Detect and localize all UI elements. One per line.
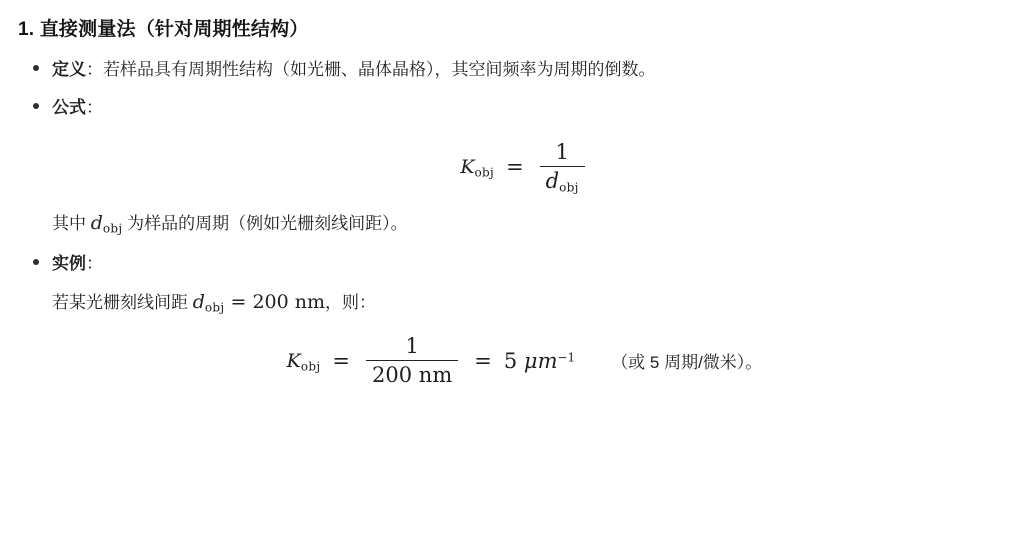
formula-explanation: [52, 208, 997, 239]
main-formula-fraction: [540, 140, 585, 195]
main-formula-lhs-sub: obj: [474, 165, 495, 180]
list-item-formula: [18, 95, 997, 239]
example-formula-lhs-var: K: [286, 349, 301, 372]
formula-term: 公式: [52, 98, 86, 118]
main-formula-denominator-var: d: [545, 169, 560, 194]
formula-label-line: [52, 95, 997, 121]
definition-term: 定义: [52, 60, 86, 79]
definition-line: [52, 57, 997, 83]
example-sub: obj: [204, 300, 225, 315]
example-formula-result-unit: μm: [523, 348, 558, 373]
definition-separator: ：: [86, 60, 103, 79]
example-term: 实例: [52, 253, 86, 273]
example-formula-fraction: [366, 334, 458, 387]
example-after: ，则：: [325, 293, 377, 313]
main-formula-denominator-sub: obj: [559, 180, 579, 195]
main-formula-denominator: [540, 167, 585, 194]
example-math: [193, 291, 325, 313]
example-formula-denominator-value: 200: [372, 363, 413, 388]
main-formula-equals: =: [506, 155, 524, 180]
explanation-before: 其中: [52, 214, 91, 234]
bullet-dot-icon: [33, 65, 39, 71]
example-unit: nm: [294, 291, 326, 314]
example-formula-lhs-sub: obj: [300, 359, 321, 374]
explanation-math: [91, 212, 123, 234]
example-formula-note: （或 5 周期/微米）。: [611, 353, 763, 373]
example-formula-result-value: 5: [503, 348, 518, 373]
bullet-dot-icon: [33, 259, 39, 265]
main-formula-lhs: [460, 154, 494, 179]
example-formula-equals-2: =: [474, 348, 492, 373]
bullet-list: [18, 57, 997, 387]
example-before: 若某光栅刻线间距: [52, 293, 193, 313]
example-formula-denominator-unit: nm: [418, 363, 453, 388]
example-formula-equals-1: =: [332, 348, 351, 373]
explanation-sub: obj: [102, 221, 123, 236]
example-label-line: [52, 251, 997, 277]
formula-separator: ：: [86, 98, 103, 118]
example-formula-numerator: 1: [405, 333, 419, 358]
main-formula: [52, 140, 997, 195]
explanation-after: 为样品的周期（例如光栅刻线间距）。: [122, 214, 408, 234]
list-item-definition: [18, 57, 997, 83]
main-formula-lhs-var: K: [460, 156, 475, 179]
example-formula-result-exponent: −1: [557, 349, 576, 364]
example-formula-lhs: [287, 348, 321, 373]
explanation-var: d: [90, 212, 103, 235]
example-formula-result: [504, 349, 575, 373]
example-formula-denominator: [366, 361, 458, 387]
example-var: d: [192, 291, 205, 314]
example-statement: [52, 287, 997, 318]
main-formula-numerator: 1: [555, 139, 569, 164]
list-item-example: [18, 251, 997, 387]
page-title: 1. 直接测量法（针对周期性结构）: [18, 19, 309, 40]
example-equals: =: [230, 291, 247, 314]
example-separator: ：: [86, 253, 103, 273]
bullet-dot-icon: [33, 103, 39, 109]
example-formula: [52, 334, 997, 387]
definition-text: 若样品具有周期性结构（如光栅、晶体晶格），其空间频率为周期的倒数。: [103, 60, 656, 79]
example-value: 200: [252, 291, 289, 314]
